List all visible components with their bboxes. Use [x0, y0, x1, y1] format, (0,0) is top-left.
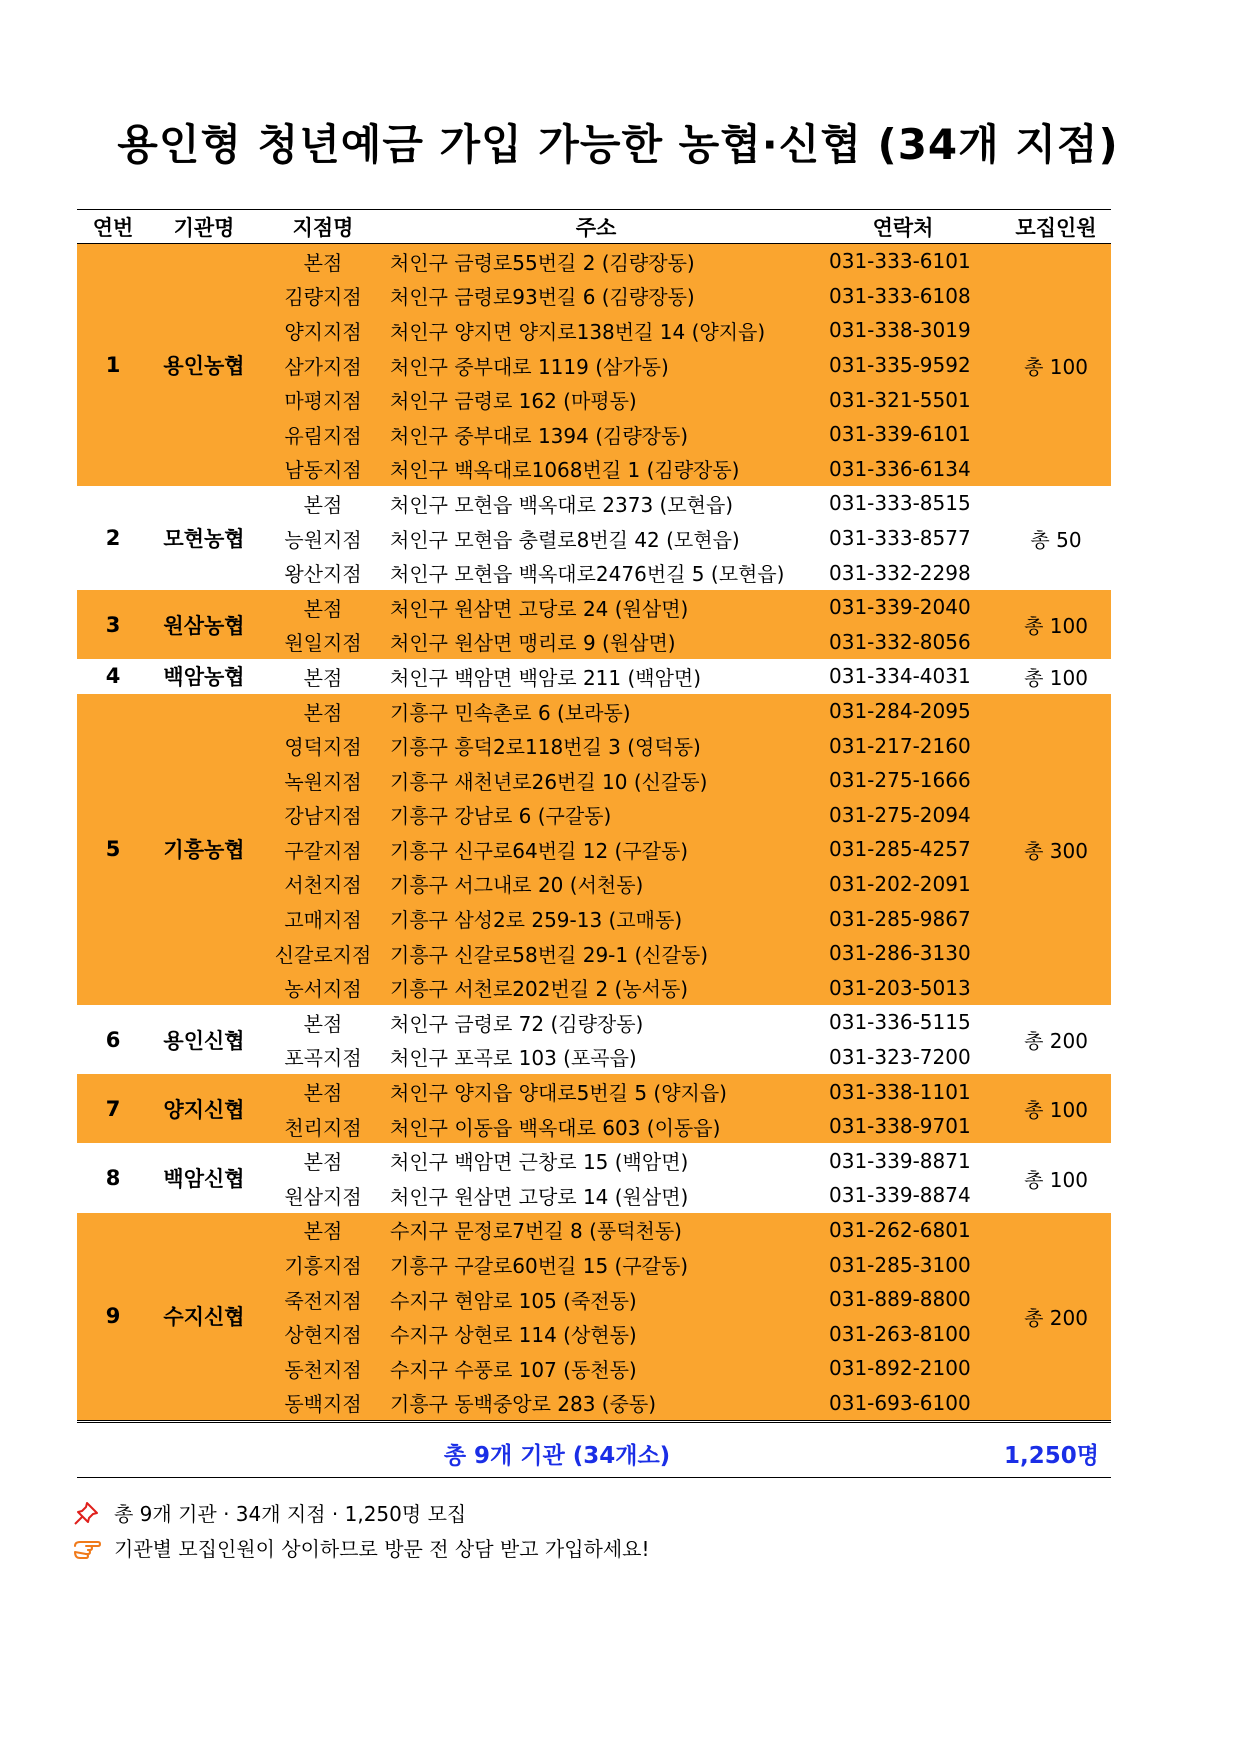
- branch-address: 기흥구 신갈로58번길 29-1 (신갈동): [387, 936, 805, 971]
- recruit-count: 총 100: [1024, 665, 1088, 690]
- branch-address: 처인구 모현읍 백옥대로 2373 (모현읍): [390, 492, 734, 517]
- branch-name: 기흥지점: [259, 1247, 387, 1282]
- branch-address: 처인구 백암면 근창로 15 (백암면): [390, 1150, 689, 1175]
- branch-phone: 031-892-2100: [805, 1351, 1001, 1386]
- branch-name: 원삼지점: [284, 1184, 362, 1209]
- branch-name: 영덕지점: [259, 728, 387, 763]
- institution-name: 수지신협: [149, 1213, 259, 1421]
- branch-address: 처인구 원삼면 고당로 24 (원삼면): [387, 590, 805, 625]
- table-row: [77, 244, 1111, 279]
- branch-name: 본점: [303, 1150, 343, 1175]
- branch-phone: 031-339-2040: [805, 590, 1001, 625]
- recruit-count: 총 300: [1001, 694, 1111, 1005]
- group-number: 2: [105, 526, 121, 551]
- institution-name: 용인신협: [163, 1028, 245, 1053]
- table-body: [77, 244, 1111, 1421]
- recruit-count: 총 200: [1001, 1213, 1111, 1421]
- branch-phone: 031-202-2091: [805, 867, 1001, 902]
- institution-name: 기흥농협: [149, 694, 259, 1005]
- branch-address: 처인구 양지읍 양대로5번길 5 (양지읍): [387, 1074, 805, 1109]
- branch-phone: 031-275-1666: [805, 763, 1001, 798]
- table-row: [77, 590, 1111, 625]
- branch-address: 처인구 포곡로 103 (포곡읍): [390, 1046, 637, 1071]
- branch-name: 죽전지점: [259, 1282, 387, 1317]
- branch-phone: 031-335-9592: [805, 348, 1001, 383]
- institution-name: 양지신협: [149, 1074, 259, 1143]
- branch-phone: 031-334-4031: [829, 664, 971, 689]
- branch-phone: 031-339-8874: [829, 1183, 971, 1208]
- branch-name: 능원지점: [284, 527, 362, 552]
- branch-address: 처인구 금령로55번길 2 (김량장동): [387, 244, 805, 279]
- group-number: 1: [77, 244, 149, 487]
- total-label: 총 9개 기관 (34개소): [443, 1443, 671, 1469]
- branch-name: 유림지점: [259, 417, 387, 452]
- branch-name: 상현지점: [259, 1316, 387, 1351]
- branch-phone: 031-339-8871: [829, 1148, 971, 1173]
- branch-name: 본점: [259, 1213, 387, 1248]
- branch-address: 수지구 문정로7번길 8 (풍덕천동): [387, 1213, 805, 1248]
- group-number: 5: [77, 694, 149, 1005]
- branch-address: 기흥구 신구로64번길 12 (구갈동): [387, 832, 805, 867]
- branch-name: 녹원지점: [259, 763, 387, 798]
- table-header-row: [77, 210, 1111, 244]
- branch-name: 본점: [303, 1011, 343, 1036]
- branch-address: 수지구 상현로 114 (상현동): [387, 1316, 805, 1351]
- header-branch: 지점명: [259, 210, 387, 244]
- branch-address: 처인구 양지면 양지로138번길 14 (양지읍): [387, 313, 805, 348]
- branch-address: 처인구 금령로93번길 6 (김량장동): [387, 279, 805, 314]
- branch-name: 본점: [259, 1074, 387, 1109]
- institution-name: 백암농협: [163, 665, 245, 690]
- branch-name: 동백지점: [259, 1386, 387, 1421]
- recruit-count: 총 100: [1001, 244, 1111, 487]
- branch-phone: 031-333-8515: [829, 491, 971, 516]
- branch-phone: 031-217-2160: [805, 728, 1001, 763]
- table-row: [77, 1213, 1111, 1248]
- branch-address: 처인구 금령로 162 (마평동): [387, 382, 805, 417]
- institution-name: 용인농협: [149, 244, 259, 487]
- branch-phone: 031-693-6100: [805, 1386, 1001, 1421]
- branch-name: 서천지점: [259, 867, 387, 902]
- branch-name: 포곡지점: [284, 1046, 362, 1071]
- branch-name: 왕산지점: [284, 562, 362, 587]
- branch-phone: 031-336-5115: [829, 1010, 971, 1035]
- branch-name: 본점: [303, 492, 343, 517]
- branch-phone: 031-889-8800: [805, 1282, 1001, 1317]
- branch-address: 기흥구 서천로202번길 2 (농서동): [387, 970, 805, 1005]
- group-number: 6: [105, 1027, 121, 1052]
- page-title: 용인형 청년예금 가입 가능한 농협·신협 (34개 지점): [117, 120, 1119, 169]
- recruit-count: 총 50: [1030, 527, 1082, 552]
- header-address: 주소: [387, 210, 805, 244]
- table-row: [77, 486, 1111, 521]
- branch-phone: 031-333-8577: [829, 526, 971, 551]
- branch-phone: 031-203-5013: [805, 970, 1001, 1005]
- recruit-count: 총 100: [1024, 1167, 1088, 1192]
- table-row: [77, 1074, 1111, 1109]
- table-row: [77, 1143, 1111, 1178]
- recruit-count: 총 200: [1024, 1029, 1088, 1054]
- branch-address: 처인구 중부대로 1394 (김량장동): [387, 417, 805, 452]
- branch-table: [77, 209, 1111, 1420]
- branch-name: 마평지점: [259, 382, 387, 417]
- branch-address: 기흥구 서그내로 20 (서천동): [387, 867, 805, 902]
- branch-phone: 031-285-4257: [805, 832, 1001, 867]
- total-row: [77, 1420, 1111, 1478]
- table-row: [77, 694, 1111, 729]
- group-number: 7: [77, 1074, 149, 1143]
- table-row: [77, 1005, 1111, 1040]
- header-institution: 기관명: [149, 210, 259, 244]
- branch-name: 동천지점: [259, 1351, 387, 1386]
- branch-name: 삼가지점: [259, 348, 387, 383]
- branch-address: 처인구 원삼면 맹리로 9 (원삼면): [387, 625, 805, 660]
- branch-name: 고매지점: [259, 901, 387, 936]
- branch-phone: 031-338-1101: [805, 1074, 1001, 1109]
- header-phone: 연락처: [805, 210, 1001, 244]
- institution-name: 원삼농협: [149, 590, 259, 659]
- branch-name: 천리지점: [259, 1109, 387, 1144]
- group-number: 4: [105, 664, 121, 689]
- branch-address: 수지구 현암로 105 (죽전동): [387, 1282, 805, 1317]
- branch-address: 기흥구 동백중앙로 283 (중동): [387, 1386, 805, 1421]
- branch-phone: 031-285-3100: [805, 1247, 1001, 1282]
- branch-phone: 031-321-5501: [805, 382, 1001, 417]
- table-row: [77, 659, 1111, 694]
- recruit-count: 총 100: [1001, 1074, 1111, 1143]
- branch-address: 기흥구 민속촌로 6 (보라동): [387, 694, 805, 729]
- pointing-hand-icon: [72, 1535, 102, 1561]
- branch-name: 남동지점: [259, 452, 387, 487]
- note-advice-text: 기관별 모집인원이 상이하므로 방문 전 상담 받고 가입하세요!: [114, 1537, 650, 1561]
- branch-phone: 031-332-8056: [805, 625, 1001, 660]
- note-summary: [72, 1498, 466, 1527]
- recruit-count: 총 100: [1001, 590, 1111, 659]
- branch-address: 처인구 모현읍 충렬로8번길 42 (모현읍): [390, 527, 740, 552]
- institution-name: 백암신협: [163, 1167, 245, 1192]
- branch-address: 기흥구 삼성2로 259-13 (고매동): [387, 901, 805, 936]
- branch-name: 본점: [259, 244, 387, 279]
- branch-phone: 031-284-2095: [805, 694, 1001, 729]
- branch-phone: 031-285-9867: [805, 901, 1001, 936]
- branch-phone: 031-263-8100: [805, 1316, 1001, 1351]
- branch-address: 처인구 백옥대로1068번길 1 (김량장동): [387, 452, 805, 487]
- header-no: 연번: [77, 210, 149, 244]
- branch-name: 본점: [259, 694, 387, 729]
- branch-name: 김량지점: [259, 279, 387, 314]
- note-summary-text: 총 9개 기관 · 34개 지점 · 1,250명 모집: [114, 1502, 467, 1526]
- branch-address: 처인구 중부대로 1119 (삼가동): [387, 348, 805, 383]
- branch-phone: 031-336-6134: [805, 452, 1001, 487]
- branch-name: 강남지점: [259, 798, 387, 833]
- branch-phone: 031-333-6101: [805, 244, 1001, 279]
- branch-address: 기흥구 구갈로60번길 15 (구갈동): [387, 1247, 805, 1282]
- group-number: 8: [105, 1166, 121, 1191]
- note-advice: [72, 1533, 650, 1562]
- branch-phone: 031-339-6101: [805, 417, 1001, 452]
- branch-address: 처인구 백암면 백암로 211 (백암면): [390, 665, 702, 690]
- branch-phone: 031-286-3130: [805, 936, 1001, 971]
- branch-name: 본점: [259, 590, 387, 625]
- branch-phone: 031-262-6801: [805, 1213, 1001, 1248]
- branch-phone: 031-338-3019: [805, 313, 1001, 348]
- branch-name: 농서지점: [259, 970, 387, 1005]
- branch-phone: 031-332-2298: [829, 560, 971, 585]
- branch-address: 처인구 금령로 72 (김량장동): [390, 1011, 644, 1036]
- branch-name: 본점: [303, 665, 343, 690]
- branch-address: 처인구 원삼면 고당로 14 (원삼면): [390, 1184, 689, 1209]
- branch-phone: 031-323-7200: [829, 1044, 971, 1069]
- branch-address: 처인구 모현읍 백옥대로2476번길 5 (모현읍): [390, 562, 785, 587]
- branch-name: 양지지점: [259, 313, 387, 348]
- branch-address: 기흥구 흥덕2로118번길 3 (영덕동): [387, 728, 805, 763]
- branch-phone: 031-333-6108: [805, 279, 1001, 314]
- branch-phone: 031-338-9701: [805, 1109, 1001, 1144]
- branch-address: 기흥구 강남로 6 (구갈동): [387, 798, 805, 833]
- branch-name: 원일지점: [259, 625, 387, 660]
- pushpin-icon: [72, 1500, 102, 1526]
- branch-address: 수지구 수풍로 107 (동천동): [387, 1351, 805, 1386]
- branch-address: 기흥구 새천년로26번길 10 (신갈동): [387, 763, 805, 798]
- group-number: 3: [77, 590, 149, 659]
- branch-address: 처인구 이동읍 백옥대로 603 (이동읍): [387, 1109, 805, 1144]
- branch-name: 신갈로지점: [259, 936, 387, 971]
- group-number: 9: [77, 1213, 149, 1421]
- total-people: 1,250명: [1004, 1443, 1099, 1469]
- header-recruit: 모집인원: [1001, 210, 1111, 244]
- institution-name: 모현농협: [163, 527, 245, 552]
- branch-phone: 031-275-2094: [805, 798, 1001, 833]
- branch-name: 구갈지점: [259, 832, 387, 867]
